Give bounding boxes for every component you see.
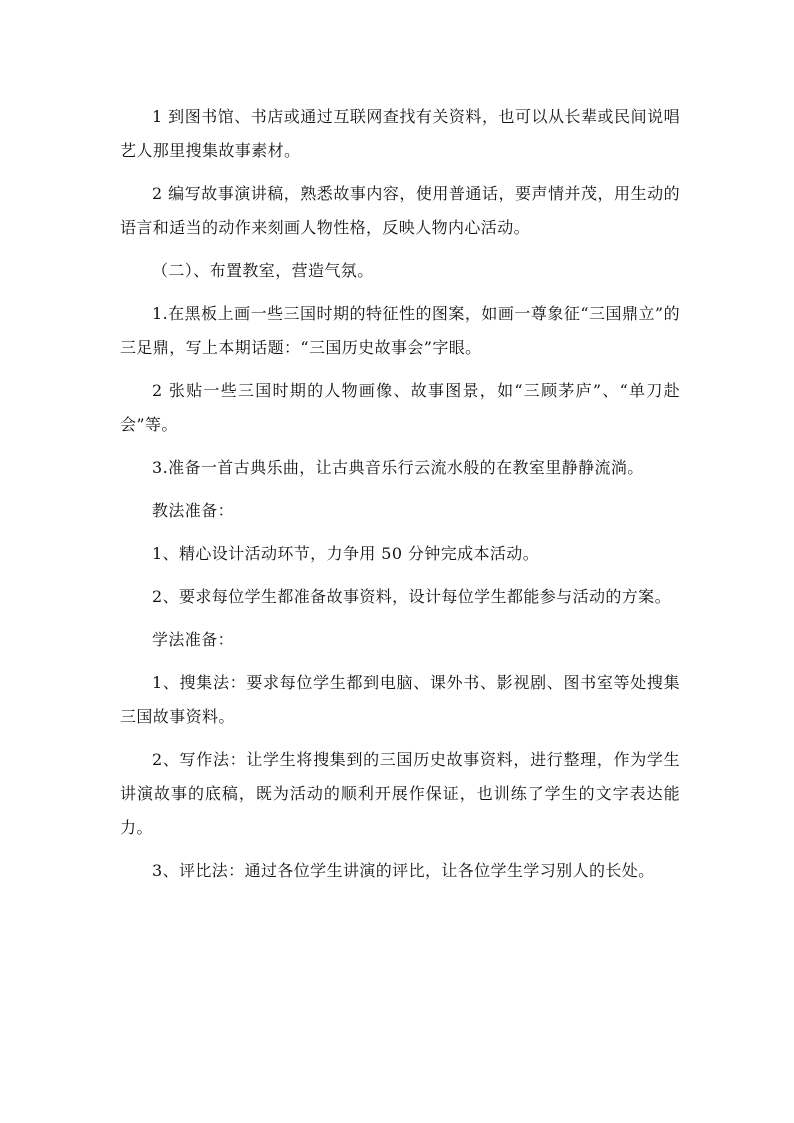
- section-heading-classroom: （二）、布置教室，营造气氛。: [152, 261, 374, 280]
- paragraph-evaluation-method: 3、评比法：通过各位学生讲演的评比，让各位学生学习别人的长处。: [152, 861, 655, 880]
- paragraph-collection-method: 1、搜集法：要求每位学生都到电脑、课外书、影视剧、图书室等处搜集三国故事资料。: [120, 673, 680, 726]
- heading-learning-prep: 学法准备：: [152, 630, 235, 649]
- paragraph-writing-method: 2、写作法：让学生将搜集到的三国历史故事资料，进行整理，作为学生讲演故事的底稿，既为活动的顺利开展作保证，也训练了学生的文字表达能力。: [120, 750, 680, 837]
- paragraph-music: 3.准备一首古典乐曲，让古典音乐行云流水般的在教室里静静流淌。: [152, 458, 644, 477]
- paragraph-activity-design: 1、精心设计活动环节，力争用 50 分钟完成本活动。: [152, 544, 540, 563]
- paragraph-write-script: 2 编写故事演讲稿，熟悉故事内容，使用普通话，要声情并茂，用生动的语言和适当的动作来刻画人物性格，反映人物内心活动。: [120, 184, 680, 237]
- document-body: [120, 100, 680, 897]
- heading-teaching-prep: 教法准备：: [152, 501, 235, 520]
- paragraph-posters: 2 张贴一些三国时期的人物画像、故事图景，如“三顾茅庐”、“单刀赴会”等。: [120, 381, 680, 434]
- paragraph-blackboard: 1.在黑板上画一些三国时期的特征性的图案，如画一尊象征“三国鼎立”的三足鼎，写上本期话题：“三国历史故事会”字眼。: [120, 304, 680, 357]
- paragraph-student-materials: 2、要求每位学生都准备故事资料，设计每位学生都能参与活动的方案。: [152, 587, 671, 606]
- paragraph-collect-materials: 1 到图书馆、书店或通过互联网查找有关资料，也可以从长辈或民间说唱艺人那里搜集故事素材。: [120, 107, 680, 160]
